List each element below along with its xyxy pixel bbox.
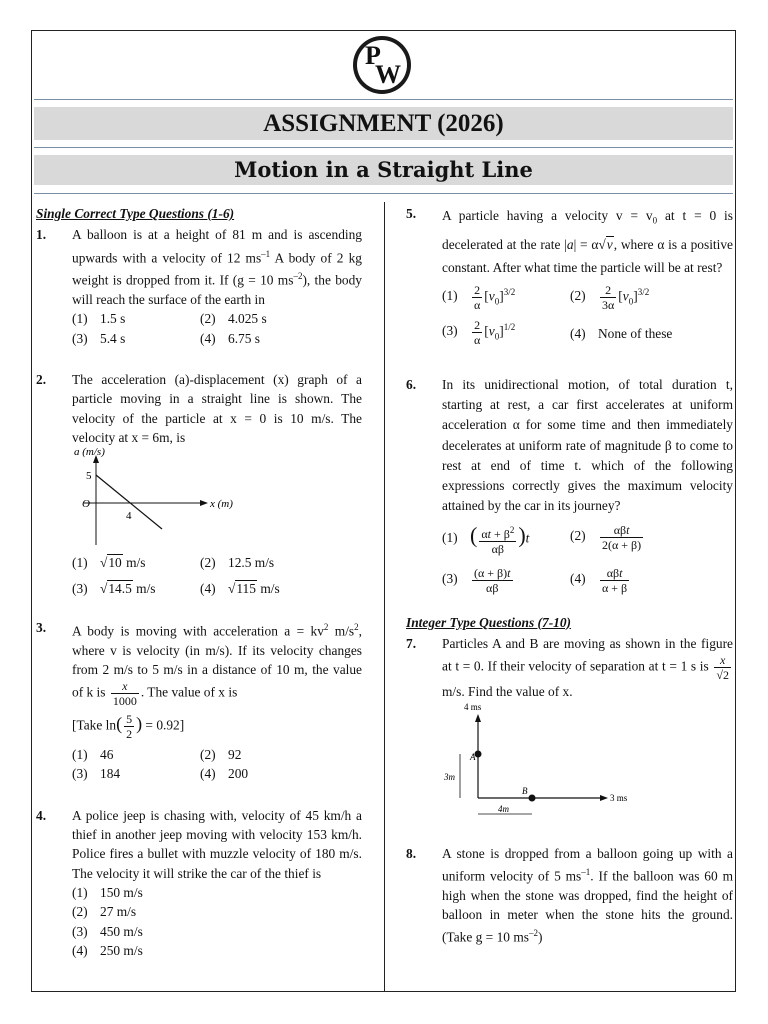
question-7 bbox=[406, 634, 733, 702]
question-3 bbox=[36, 618, 362, 708]
option-1[interactable]: (1) √10 m/s bbox=[72, 555, 146, 571]
pw-logo bbox=[353, 36, 411, 94]
option-1[interactable]: (1) 150 m/s bbox=[72, 884, 143, 900]
options bbox=[72, 309, 362, 348]
column-divider bbox=[384, 202, 385, 992]
particle-a-label: A bbox=[470, 751, 476, 762]
question-6 bbox=[406, 375, 733, 517]
option-1[interactable]: (1) 1.5 s bbox=[72, 311, 126, 327]
graph-origin: O bbox=[82, 498, 90, 511]
options bbox=[442, 283, 733, 347]
question-text: A stone is dropped from a balloon going up with a uniform velocity of 5 $ms^{-1}$. If the balloon was 60 m high when the stone was dropped, find the height of balloon in meter when the stone hits the ground. (Take g = 10 $ms^{-2}$) bbox=[442, 845, 733, 945]
question-text: A police jeep is chasing with, velocity of 45 km/h a thief in another jeep moving with velocity 153 km/h. Police fires a bullet with muzzle velocity of 180 m/s. The velocity it will strike the car of the thief is bbox=[72, 807, 362, 881]
option-2[interactable]: (2) 4.025 s bbox=[200, 311, 267, 327]
option-3[interactable]: (3) √14.5 m/s bbox=[72, 580, 156, 596]
question-5 bbox=[406, 204, 733, 279]
particles-figure bbox=[442, 702, 642, 822]
distance-y-label: 3m bbox=[444, 771, 455, 782]
question-text: A balloon is at a height of 81 m and is ascending upwards with a velocity of 12 $ms^{-1}$ A body of 2 kg weight is dropped from it. If (g = 10 $ms^{-2}$), the body will reach the surface of the earth in bbox=[72, 227, 363, 308]
option-2[interactable]: (2) 27 m/s bbox=[72, 904, 137, 920]
option-3[interactable]: (3) $\frac{(\alpha + \beta)t}{\alpha\beta}$ bbox=[442, 565, 511, 595]
question-number: 3. bbox=[36, 619, 47, 635]
option-1[interactable]: (1) ( $\frac{\alpha t + \beta^2}{\alpha\beta}$ )t bbox=[442, 522, 530, 556]
question-number: 7. bbox=[406, 636, 417, 652]
options bbox=[442, 523, 733, 595]
velocity-b-label: 3 ms bbox=[610, 792, 628, 803]
option-2[interactable]: (2) $\frac{2}{3\alpha}$ $[v_0]^{3/2}$ bbox=[570, 282, 650, 312]
section-heading: Single Correct Type Questions (1-6) bbox=[36, 206, 235, 221]
options bbox=[72, 553, 362, 598]
graph-y-intercept: 5 bbox=[86, 470, 92, 483]
question-2 bbox=[36, 370, 362, 447]
options bbox=[72, 745, 362, 784]
question-number: 5. bbox=[406, 206, 417, 221]
section-heading: Integer Type Questions (7-10) bbox=[406, 614, 572, 630]
option-3[interactable]: (3) $\frac{2}{\alpha}$ $[v_0]^{1/2}$ bbox=[442, 317, 516, 347]
question-text: A particle having a velocity $v = v_0$ at t = 0 is decelerated at the rate |a| = α√v, where α is a positive constant. After what time the particle will be at rest? bbox=[442, 208, 733, 275]
question-text: The acceleration (a)-displacement (x) graph of a particle moving in a straight line is shown. The velocity of the particle at x = 0 is 10 m/s. The velocity at x = 6m, is bbox=[72, 372, 362, 445]
header-rule bbox=[34, 193, 733, 194]
particle-b-label: B bbox=[522, 785, 528, 796]
option-3[interactable]: (3) 184 bbox=[72, 766, 121, 782]
question-number: 1. bbox=[36, 227, 47, 243]
right-column bbox=[406, 204, 733, 947]
question-number: 2. bbox=[36, 372, 47, 388]
option-1[interactable]: (1) 46 bbox=[72, 747, 114, 763]
options bbox=[72, 883, 362, 960]
option-4[interactable]: (4) √115 m/s bbox=[200, 580, 280, 596]
acceleration-displacement-graph bbox=[74, 447, 254, 547]
question-text: In its unidirectional motion, of total duration t, starting at rest, a car first accelerates at uniform acceleration α for some time and then immediately decelerates at uniform rate of magnitude β to come to rest at end of time t. which of the following expressions correctly gives the maximum velocity attained by the car in its journey? bbox=[442, 376, 733, 514]
question-4 bbox=[36, 806, 362, 883]
option-3[interactable]: (3) 5.4 s bbox=[72, 330, 126, 346]
logo-letter-p: P bbox=[365, 41, 381, 70]
question-1 bbox=[36, 225, 362, 309]
option-4[interactable]: (4) 200 bbox=[200, 766, 249, 782]
option-2[interactable]: (2) 92 bbox=[200, 747, 242, 763]
velocity-a-label: 4 ms bbox=[464, 701, 482, 712]
option-4[interactable]: (4) 250 m/s bbox=[72, 942, 143, 958]
distance-x-label: 4m bbox=[498, 803, 509, 814]
option-1[interactable]: (1) $\frac{2}{\alpha}$ $[v_0]^{3/2}$ bbox=[442, 282, 516, 312]
question-8 bbox=[406, 844, 733, 947]
header-rule bbox=[34, 147, 733, 148]
take-note: [Take ln( $\frac{5}{2}$ ) = 0.92] bbox=[72, 712, 185, 742]
option-4[interactable]: (4) None of these bbox=[570, 325, 673, 341]
option-4[interactable]: (4) $\frac{\text{αβt}}{\alpha + \beta}$ bbox=[570, 565, 628, 595]
option-2[interactable]: (2) $\frac{\text{αβt}}{2(\alpha + \beta)}$ bbox=[570, 522, 642, 552]
option-4[interactable]: (4) 6.75 s bbox=[200, 330, 260, 346]
graph-x-intercept: 4 bbox=[126, 510, 132, 523]
logo-letter-w: W bbox=[375, 60, 401, 89]
assignment-title: ASSIGNMENT (2026) bbox=[34, 107, 733, 140]
header-rule bbox=[34, 99, 733, 100]
graph-x-label: x (m) bbox=[210, 498, 233, 511]
chapter-title: Motion in a Straight Line bbox=[34, 155, 733, 185]
question-number: 4. bbox=[36, 807, 47, 823]
question-number: 6. bbox=[406, 376, 417, 392]
question-text: A body is moving with acceleration $a = kv^2$ $m/s^2$, where v is velocity (in m/s). If its velocity changes from 2 m/s to 5 m/s in a distance of 10 m, the value of k is $\frac{x}{1000}$ . The value of x is bbox=[72, 621, 362, 709]
question-number: 8. bbox=[406, 845, 417, 861]
option-2[interactable]: (2) 12.5 m/s bbox=[200, 555, 275, 571]
option-3[interactable]: (3) 450 m/s bbox=[72, 923, 143, 939]
question-text: Particles A and B are moving as shown in the figure at t = 0. If their velocity of separation at t = 1 s is $\frac{x}{√2}$ m/s. Find the value of x. bbox=[442, 636, 733, 700]
left-column bbox=[36, 204, 362, 960]
graph-y-label: a (m/s) bbox=[74, 447, 105, 459]
